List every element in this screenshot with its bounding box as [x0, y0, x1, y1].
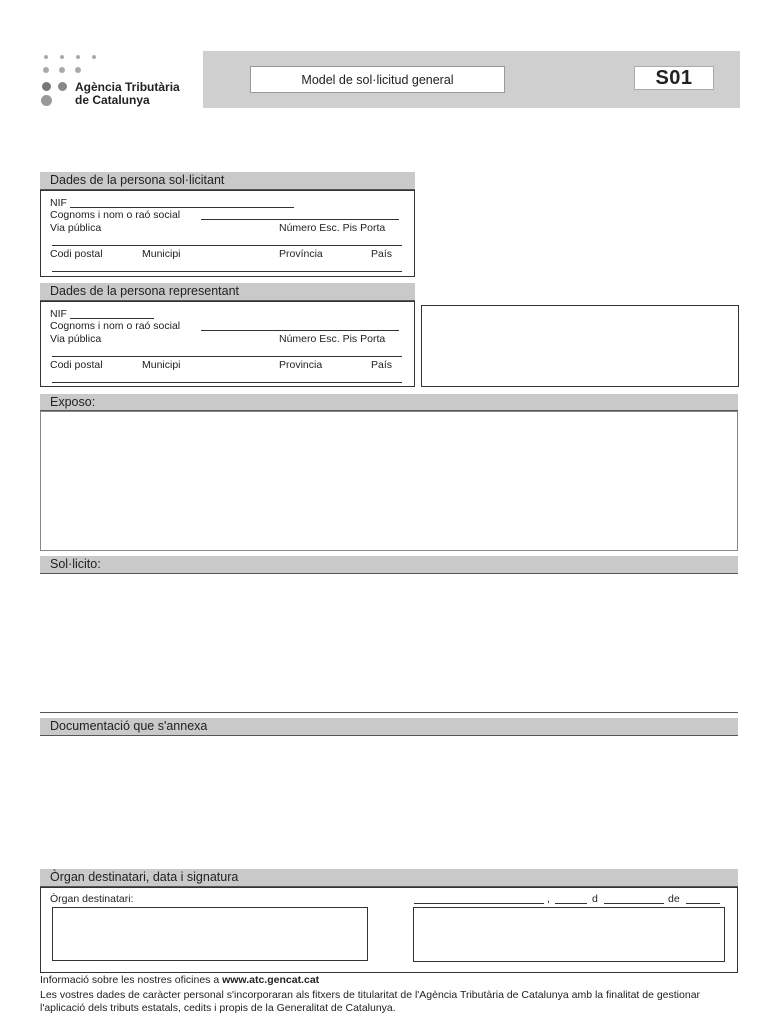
address-field[interactable]: [52, 382, 402, 383]
logo-name-line1: Agència Tributària: [75, 80, 180, 94]
section-heading-solicito: Sol·licito:: [40, 556, 738, 574]
organ-label: Òrgan destinatari:: [50, 893, 134, 905]
month-field[interactable]: [604, 903, 664, 904]
logo-dot: [42, 82, 51, 91]
place-field[interactable]: [414, 903, 544, 904]
pais-label: País: [371, 359, 393, 371]
organ-input[interactable]: [52, 907, 368, 961]
representant-panel: [40, 301, 415, 387]
de-label: de: [668, 893, 680, 905]
via-field[interactable]: [52, 245, 402, 246]
logo-dot: [44, 55, 48, 59]
nif-field[interactable]: [70, 207, 294, 208]
provincia-label: Provincia: [279, 359, 323, 371]
comma-separator: ,: [547, 893, 550, 905]
form-title: Model de sol·licitud general: [250, 66, 505, 93]
exposo-textarea[interactable]: [40, 411, 738, 551]
logo-dot: [92, 55, 96, 59]
solicito-area[interactable]: [40, 575, 738, 712]
nif-label: NIF: [50, 308, 67, 320]
section-heading-representant: Dades de la persona representant: [40, 283, 415, 301]
year-field[interactable]: [686, 903, 720, 904]
organ-panel: [40, 887, 738, 973]
solicitant-panel: [40, 190, 415, 277]
logo-dot: [76, 55, 80, 59]
numero-label: Número Esc. Pis Porta: [279, 333, 386, 345]
section-heading-documentacio: Documentació que s'annexa: [40, 718, 738, 736]
solicito-bottom-rule: [40, 712, 738, 713]
stamp-box[interactable]: [421, 305, 739, 387]
logo-name-line2: de Catalunya: [75, 93, 150, 107]
numero-label: Número Esc. Pis Porta: [279, 222, 386, 234]
section-heading-organ: Òrgan destinatari, data i signatura: [40, 869, 738, 887]
logo-dot: [43, 67, 49, 73]
via-label: Via pública: [50, 333, 102, 345]
cognoms-field[interactable]: [201, 219, 399, 220]
nif-field[interactable]: [70, 318, 154, 319]
municipi-label: Municipi: [142, 248, 181, 260]
section-heading-exposo: Exposo:: [40, 394, 738, 411]
form-code: S01: [634, 66, 714, 90]
via-field[interactable]: [52, 356, 402, 357]
codi-postal-label: Codi postal: [50, 359, 103, 371]
logo-dot: [75, 67, 81, 73]
logo-dot: [59, 67, 65, 73]
day-field[interactable]: [555, 903, 587, 904]
logo-dot: [60, 55, 64, 59]
footer-privacy: Les vostres dades de caràcter personal s'incorporaran als fitxers de titularitat de l'Agència Tributària de Catalunya amb la finalitat de gestionar l'aplicació dels tributs estatals, cedits i propis de la Generalitat de Catalunya.: [40, 989, 701, 1014]
cognoms-label: Cognoms i nom o raó social: [50, 209, 181, 221]
provincia-label: Província: [279, 248, 323, 260]
municipi-label: Municipi: [142, 359, 181, 371]
pais-label: País: [371, 248, 393, 260]
nif-label: NIF: [50, 197, 67, 209]
cognoms-field[interactable]: [201, 330, 399, 331]
footer-info-text: Informació sobre les nostres oficines a: [40, 974, 223, 986]
footer-url-link[interactable]: www.atc.gencat.cat: [222, 974, 320, 986]
address-field[interactable]: [52, 271, 402, 272]
section-heading-solicitant: Dades de la persona sol·licitant: [40, 172, 415, 190]
via-label: Via pública: [50, 222, 102, 234]
footer-info: [40, 974, 740, 987]
logo-dot: [58, 82, 67, 91]
cognoms-label: Cognoms i nom o raó social: [50, 320, 181, 332]
documentacio-area[interactable]: [40, 737, 738, 867]
d-label: d: [592, 893, 598, 905]
logo-dot: [41, 95, 52, 106]
signature-box[interactable]: [413, 907, 725, 962]
codi-postal-label: Codi postal: [50, 248, 103, 260]
